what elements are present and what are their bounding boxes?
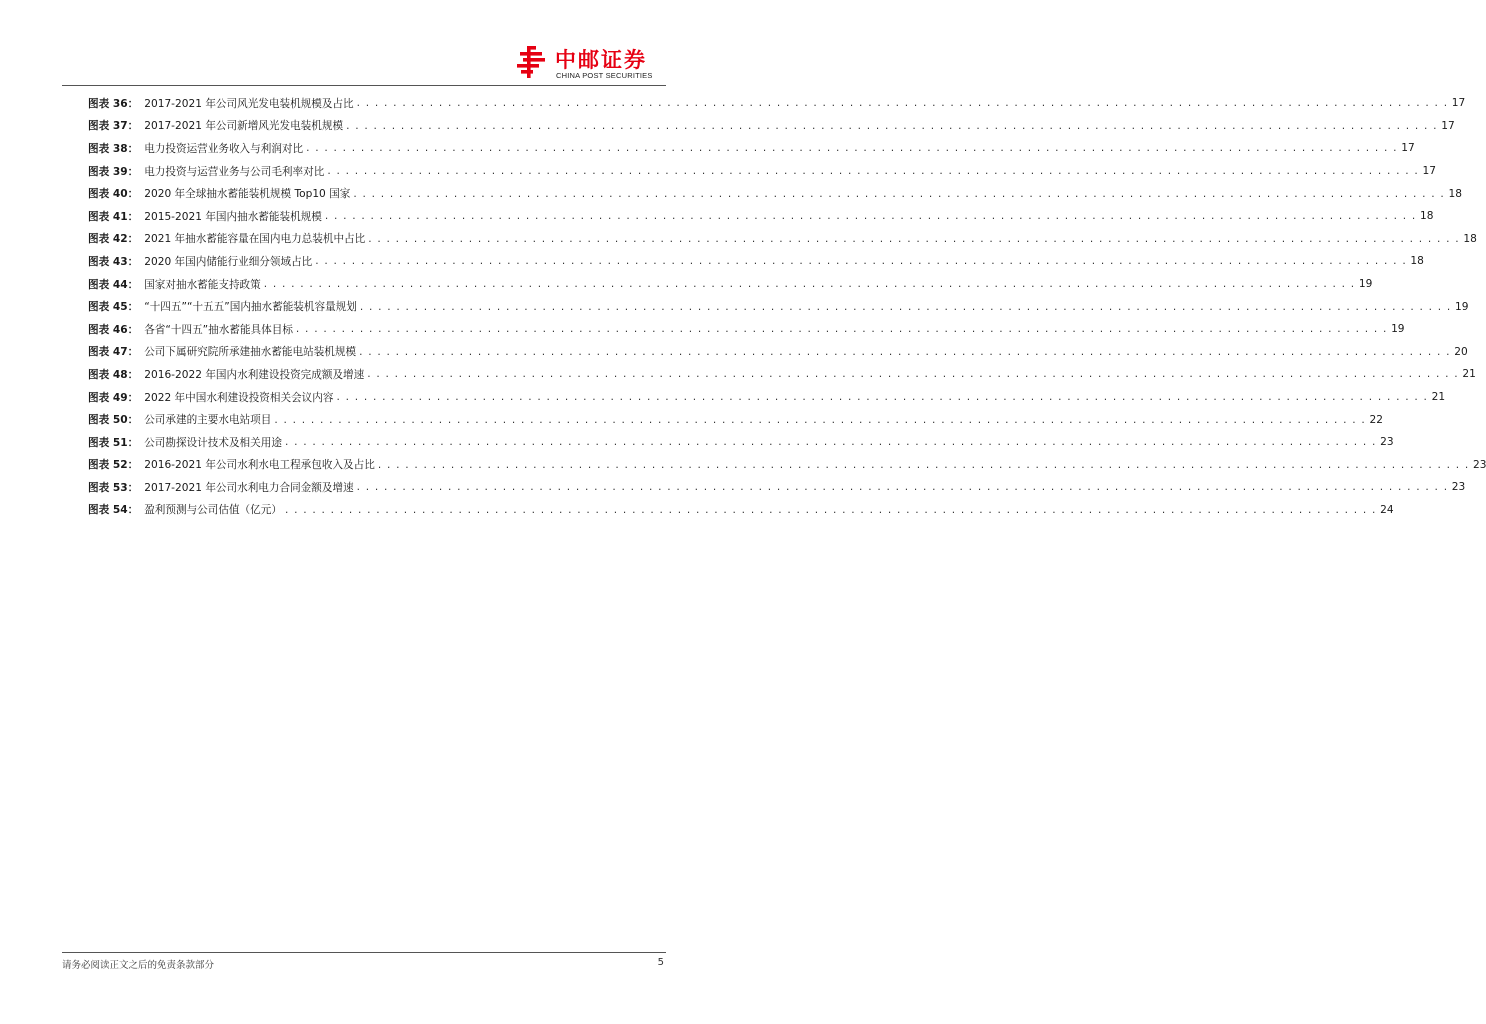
figure-label: 图表 47： <box>88 346 139 359</box>
figure-page-number: 19 <box>1391 323 1405 336</box>
toc-entry[interactable] <box>88 115 1455 138</box>
figure-page-number: 18 <box>1420 210 1434 223</box>
leader-dots: . . . . . . . . . . . . . . . . . . . . . . . . . . . . . . . . . . . . . . . . . . . . . . . . . . . . . . . . . . . . . . . . . . . . . . . . . . . . . . . . . . . . . . . . . . . . . . . . . . . . . . . . . . . . . . . . . . . . . . . . <box>306 142 1398 155</box>
figure-label: 图表 53： <box>88 481 139 494</box>
figure-title: 2017-2021 年公司风光发电装机规模及占比 <box>144 97 354 110</box>
toc-entry[interactable] <box>88 160 1436 183</box>
figure-title: 公司承建的主要水电站项目 <box>144 414 272 427</box>
figure-title: 盈利预测与公司估值（亿元） <box>144 504 282 517</box>
toc-entry[interactable] <box>88 205 1434 228</box>
leader-dots: . . . . . . . . . . . . . . . . . . . . . . . . . . . . . . . . . . . . . . . . . . . . . . . . . . . . . . . . . . . . . . . . . . . . . . . . . . . . . . . . . . . . . . . . . . . . . . . . . . . . . . . . . . . . . . . . . . . . . . . . <box>359 300 1452 313</box>
table-of-figures <box>88 92 1486 521</box>
figure-page-number: 18 <box>1463 232 1477 245</box>
figure-label: 图表 40： <box>88 188 139 201</box>
figure-page-number: 19 <box>1455 300 1469 313</box>
footer-divider <box>62 952 666 953</box>
figure-page-number: 17 <box>1441 119 1455 132</box>
figure-label: 图表 48： <box>88 368 139 381</box>
figure-label: 图表 46： <box>88 323 139 336</box>
figure-title: 2015-2021 年国内抽水蓄能装机规模 <box>144 210 322 223</box>
leader-dots: . . . . . . . . . . . . . . . . . . . . . . . . . . . . . . . . . . . . . . . . . . . . . . . . . . . . . . . . . . . . . . . . . . . . . . . . . . . . . . . . . . . . . . . . . . . . . . . . . . . . . . . . . . . . . . . . . . . . . . . . <box>356 481 1449 494</box>
toc-entry[interactable] <box>88 431 1394 454</box>
leader-dots: . . . . . . . . . . . . . . . . . . . . . . . . . . . . . . . . . . . . . . . . . . . . . . . . . . . . . . . . . . . . . . . . . . . . . . . . . . . . . . . . . . . . . . . . . . . . . . . . . . . . . . . . . . . . . . . . . . . . . . . . <box>274 413 1366 426</box>
figure-title: “十四五”“十五五”国内抽水蓄能装机容量规划 <box>144 301 357 314</box>
leader-dots: . . . . . . . . . . . . . . . . . . . . . . . . . . . . . . . . . . . . . . . . . . . . . . . . . . . . . . . . . . . . . . . . . . . . . . . . . . . . . . . . . . . . . . . . . . . . . . . . . . . . . . . . . . . . . . . . . . . . . . . . <box>327 165 1419 178</box>
toc-entry[interactable] <box>88 137 1415 160</box>
figure-page-number: 19 <box>1358 278 1373 291</box>
figure-title: 2022 年中国水利建设投资相关会议内容 <box>144 391 334 404</box>
company-logo <box>514 44 674 82</box>
leader-dots: . . . . . . . . . . . . . . . . . . . . . . . . . . . . . . . . . . . . . . . . . . . . . . . . . . . . . . . . . . . . . . . . . . . . . . . . . . . . . . . . . . . . . . . . . . . . . . . . . . . . . . . . . . . . . . . . . . . . . . . . <box>353 187 1445 200</box>
toc-entry[interactable] <box>88 386 1446 409</box>
figure-page-number: 18 <box>1448 187 1462 200</box>
figure-page-number: 21 <box>1462 368 1476 381</box>
figure-label: 图表 38： <box>88 142 139 155</box>
header-divider <box>62 85 666 86</box>
figure-label: 图表 43： <box>88 255 139 268</box>
leader-dots: . . . . . . . . . . . . . . . . . . . . . . . . . . . . . . . . . . . . . . . . . . . . . . . . . . . . . . . . . . . . . . . . . . . . . . . . . . . . . . . . . . . . . . . . . . . . . . . . . . . . . . . . . . . . . . . . . . . . . . . . <box>324 210 1417 223</box>
figure-page-number: 23 <box>1380 436 1394 449</box>
leader-dots: . . . . . . . . . . . . . . . . . . . . . . . . . . . . . . . . . . . . . . . . . . . . . . . . . . . . . . . . . . . . . . . . . . . . . . . . . . . . . . . . . . . . . . . . . . . . . . . . . . . . . . . . . . . . . . . . . . . . . . . . <box>336 391 1429 404</box>
leader-dots: . . . . . . . . . . . . . . . . . . . . . . . . . . . . . . . . . . . . . . . . . . . . . . . . . . . . . . . . . . . . . . . . . . . . . . . . . . . . . . . . . . . . . . . . . . . . . . . . . . . . . . . . . . . . . . . . . . . . . . . . <box>359 345 1451 358</box>
toc-entry[interactable] <box>88 318 1405 341</box>
toc-entry[interactable] <box>88 341 1468 364</box>
figure-title: 2016-2021 年公司水利水电工程承包收入及占比 <box>144 459 375 472</box>
figure-title: 2017-2021 年公司水利电力合同金额及增速 <box>144 481 354 494</box>
page-number: 5 <box>657 957 664 968</box>
figure-label: 图表 42： <box>88 233 139 246</box>
leader-dots: . . . . . . . . . . . . . . . . . . . . . . . . . . . . . . . . . . . . . . . . . . . . . . . . . . . . . . . . . . . . . . . . . . . . . . . . . . . . . . . . . . . . . . . . . . . . . . . . . . . . . . . . . . . . . . . . . . . . . . . . <box>295 323 1388 336</box>
figure-label: 图表 45： <box>88 301 139 314</box>
leader-dots: . . . . . . . . . . . . . . . . . . . . . . . . . . . . . . . . . . . . . . . . . . . . . . . . . . . . . . . . . . . . . . . . . . . . . . . . . . . . . . . . . . . . . . . . . . . . . . . . . . . . . . . . . . . . . . . . . . . . . . . . <box>368 232 1460 245</box>
figure-label: 图表 54： <box>88 504 139 517</box>
toc-entry[interactable] <box>88 182 1462 205</box>
figure-label: 图表 41： <box>88 210 139 223</box>
figure-page-number: 17 <box>1451 97 1466 110</box>
toc-entry[interactable] <box>88 499 1394 522</box>
leader-dots: . . . . . . . . . . . . . . . . . . . . . . . . . . . . . . . . . . . . . . . . . . . . . . . . . . . . . . . . . . . . . . . . . . . . . . . . . . . . . . . . . . . . . . . . . . . . . . . . . . . . . . . . . . . . . . . . . . . . . . . . <box>377 458 1470 471</box>
figure-label: 图表 49： <box>88 391 139 404</box>
figure-title: 公司下属研究院所承建抽水蓄能电站装机规模 <box>144 346 357 359</box>
figure-page-number: 24 <box>1380 503 1394 516</box>
figure-page-number: 22 <box>1369 413 1383 426</box>
leader-dots: . . . . . . . . . . . . . . . . . . . . . . . . . . . . . . . . . . . . . . . . . . . . . . . . . . . . . . . . . . . . . . . . . . . . . . . . . . . . . . . . . . . . . . . . . . . . . . . . . . . . . . . . . . . . . . . . . . . . . . . . <box>263 278 1356 291</box>
leader-dots: . . . . . . . . . . . . . . . . . . . . . . . . . . . . . . . . . . . . . . . . . . . . . . . . . . . . . . . . . . . . . . . . . . . . . . . . . . . . . . . . . . . . . . . . . . . . . . . . . . . . . . . . . . . . . . . . . . . . . . . . <box>367 368 1459 381</box>
figure-page-number: 23 <box>1472 458 1486 471</box>
figure-label: 图表 37： <box>88 120 139 133</box>
figure-title: 2020 年全球抽水蓄能装机规模 Top10 国家 <box>144 188 351 201</box>
figure-page-number: 23 <box>1451 481 1466 494</box>
figure-title: 2021 年抽水蓄能容量在国内电力总装机中占比 <box>144 233 366 246</box>
toc-entry[interactable] <box>88 250 1424 273</box>
figure-page-number: 17 <box>1401 142 1415 155</box>
toc-entry[interactable] <box>88 295 1469 318</box>
toc-entry[interactable] <box>88 228 1477 251</box>
figure-title: 2017-2021 年公司新增风光发电装机规模 <box>144 120 344 133</box>
leader-dots: . . . . . . . . . . . . . . . . . . . . . . . . . . . . . . . . . . . . . . . . . . . . . . . . . . . . . . . . . . . . . . . . . . . . . . . . . . . . . . . . . . . . . . . . . . . . . . . . . . . . . . . . . . . . . . . . . . . . . . . . <box>284 503 1377 516</box>
toc-entry[interactable] <box>88 273 1373 296</box>
china-post-logo-icon <box>514 44 550 80</box>
figure-label: 图表 39： <box>88 165 139 178</box>
figure-label: 图表 50： <box>88 414 139 427</box>
figure-page-number: 17 <box>1422 165 1436 178</box>
toc-entry[interactable] <box>88 92 1466 115</box>
leader-dots: . . . . . . . . . . . . . . . . . . . . . . . . . . . . . . . . . . . . . . . . . . . . . . . . . . . . . . . . . . . . . . . . . . . . . . . . . . . . . . . . . . . . . . . . . . . . . . . . . . . . . . . . . . . . . . . . . . . . . . . . <box>315 255 1407 268</box>
figure-title: 国家对抽水蓄能支持政策 <box>144 278 261 291</box>
figure-page-number: 21 <box>1431 391 1446 404</box>
footer-disclaimer: 请务必阅读正文之后的免责条款部分 <box>62 960 215 971</box>
leader-dots: . . . . . . . . . . . . . . . . . . . . . . . . . . . . . . . . . . . . . . . . . . . . . . . . . . . . . . . . . . . . . . . . . . . . . . . . . . . . . . . . . . . . . . . . . . . . . . . . . . . . . . . . . . . . . . . . . . . . . . . . <box>284 436 1377 449</box>
toc-entry[interactable] <box>88 363 1476 386</box>
logo-english-text: CHINA POST SECURITIES <box>556 71 653 80</box>
logo-chinese-text: 中邮证券 <box>555 48 647 72</box>
figure-page-number: 18 <box>1410 255 1424 268</box>
leader-dots: . . . . . . . . . . . . . . . . . . . . . . . . . . . . . . . . . . . . . . . . . . . . . . . . . . . . . . . . . . . . . . . . . . . . . . . . . . . . . . . . . . . . . . . . . . . . . . . . . . . . . . . . . . . . . . . . . . . . . . . . <box>346 119 1438 132</box>
leader-dots: . . . . . . . . . . . . . . . . . . . . . . . . . . . . . . . . . . . . . . . . . . . . . . . . . . . . . . . . . . . . . . . . . . . . . . . . . . . . . . . . . . . . . . . . . . . . . . . . . . . . . . . . . . . . . . . . . . . . . . . . <box>356 97 1449 110</box>
figure-title: 电力投资运营业务收入与利润对比 <box>144 142 304 155</box>
toc-entry[interactable] <box>88 408 1383 431</box>
figure-label: 图表 52： <box>88 459 139 472</box>
figure-label: 图表 44： <box>88 278 139 291</box>
figure-label: 图表 51： <box>88 436 139 449</box>
figure-title: 各省“十四五”抽水蓄能具体目标 <box>144 323 293 336</box>
toc-entry[interactable] <box>88 476 1466 499</box>
figure-label: 图表 36： <box>88 97 139 110</box>
toc-entry[interactable] <box>88 454 1486 477</box>
figure-page-number: 20 <box>1454 345 1468 358</box>
figure-title: 电力投资与运营业务与公司毛利率对比 <box>144 165 325 178</box>
figure-title: 2020 年国内储能行业细分领域占比 <box>144 255 313 268</box>
figure-title: 公司勘探设计技术及相关用途 <box>144 436 282 449</box>
figure-title: 2016-2022 年国内水利建设投资完成额及增速 <box>144 368 365 381</box>
